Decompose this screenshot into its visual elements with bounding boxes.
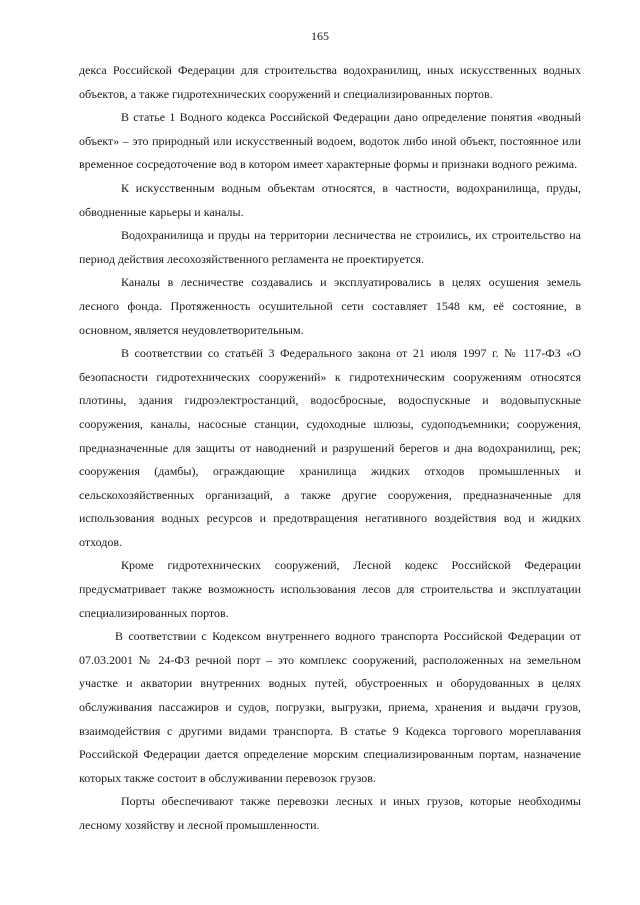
paragraph-canals: Каналы в лесничестве создавались и эксплуатировались в целях осушения земель лесного фонда. Протяженность осушительной сети составляет 1548 км, её состояние, в основном, является неудовлетворительным. xyxy=(79,275,581,337)
paragraph-hydraulic-structures: В соответствии со статьёй 3 Федерального закона от 21 июля 1997 г. № 117-ФЗ «О безопасности гидротехнических сооружений» к гидротехническим сооружениям относятся плотины, здания гидроэлектростанций, водосбросные, водоспускные и водовыпускные сооружения, каналы, насосные станции, судоходные шлюзы, судоподъемники; сооружения, предназначенные для защиты от наводнений и разрушений берегов и дна водохранилищ, рек; сооружения (дамбы), ограждающие хранилища жидких отходов промышленных и сельскохозяйственных организаций, а также другие сооружения, предназначенные для использования водных ресурсов и предотвращения негативного воздействия вод и жидких отходов. xyxy=(79,346,581,549)
paragraph-forest-code-ports: Кроме гидротехнических сооружений, Лесной кодекс Российской Федерации предусматривает также возможность использования лесов для строительства и эксплуатации специализированных портов. xyxy=(79,558,581,620)
paragraph-artificial-water-objects: К искусственным водным объектам относятся, в частности, водохранилища, пруды, обводненные карьеры и каналы. xyxy=(79,180,581,219)
paragraph-river-port-definition: В соответствии с Кодексом внутреннего водного транспорта Российской Федерации от 07.03.2001 № 24-ФЗ речной порт – это комплекс сооружений, расположенных на земельном участке и акватории внутренних водных путей, обустроенных и оборудованных в целях обслуживания пассажиров и судов, погрузки, выгрузки, приема, хранения и выдачи грузов, взаимодействия с другими видами транспорта. В статье 9 Кодекса торгового мореплавания Российской Федерации дается определение морским специализированным портам, назначение которых также состоит в обслуживании перевозок грузов. xyxy=(79,629,581,785)
paragraph-ports-transport: Порты обеспечивают также перевозки лесных и иных грузов, которые необходимы лесному хозяйству и лесной промышленности. xyxy=(79,794,581,832)
document-body xyxy=(79,59,581,838)
paragraph-water-object-definition: В статье 1 Водного кодекса Российской Федерации дано определение понятия «водный объект» – это природный или искусственный водоем, водоток либо иной объект, постоянное или временное сосредоточение вод в котором имеет характерные формы и признаки водного режима. xyxy=(79,110,581,172)
paragraph-continuation: декса Российской Федерации для строительства водохранилищ, иных искусственных водных объектов, а также гидротехнических сооружений и специализированных портов. xyxy=(79,63,581,101)
paragraph-reservoirs-ponds: Водохранилища и пруды на территории лесничества не строились, их строительство на период действия лесохозяйственного регламента не проектируется. xyxy=(79,228,581,266)
page-number: 165 xyxy=(311,29,329,43)
